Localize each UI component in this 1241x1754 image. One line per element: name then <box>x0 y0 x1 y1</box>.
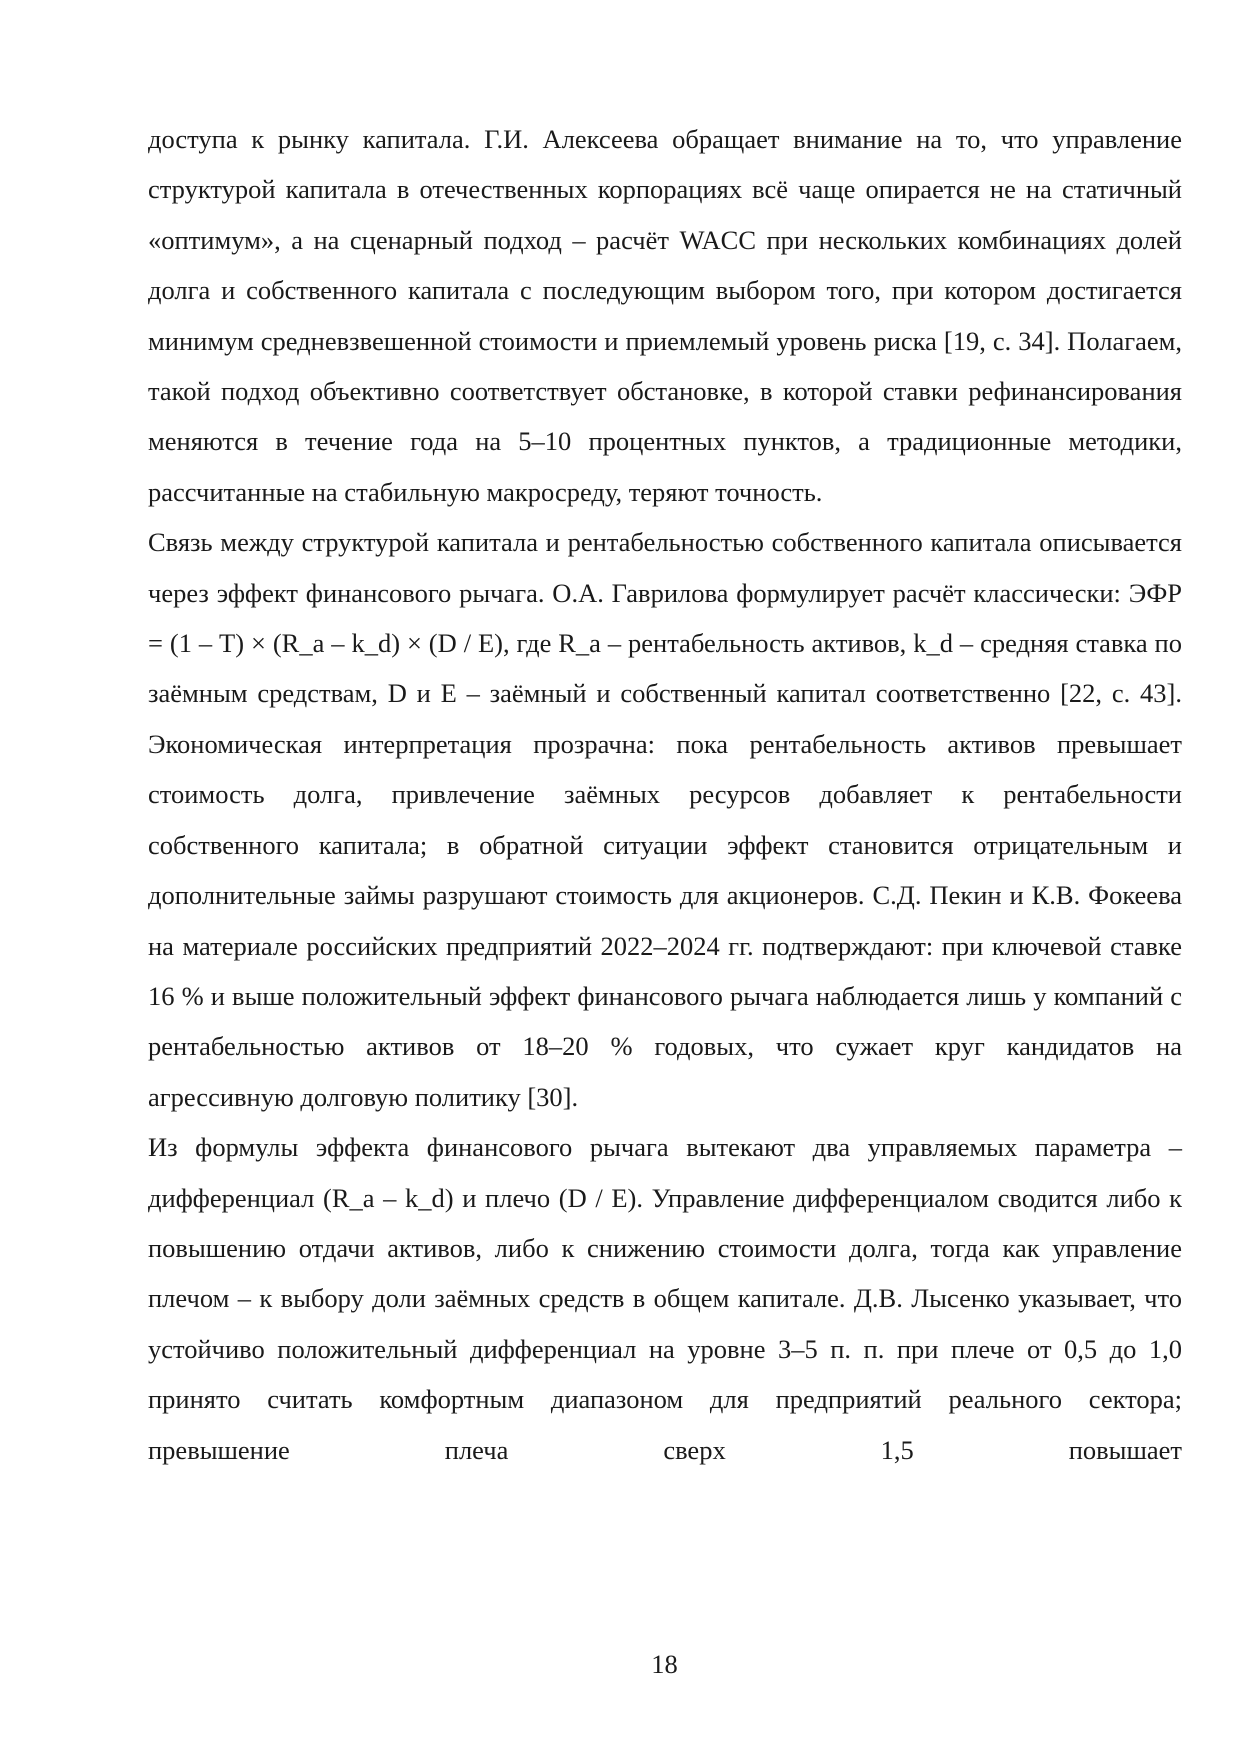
paragraph-2: Связь между структурой капитала и рентабельностью собственного капитала описывается через эффект финансового рычага. О.А. Гаврилова формулирует расчёт классически: ЭФР = (1 – T) × (R_a – k_d) × (D / E), где R_a – рентабельность активов, k_d – средняя ставка по заёмным средствам, D и E – заёмный и собственный капитал соответственно [22, с. 43]. Экономическая интерпретация прозрачна: пока рентабельность активов превышает стоимость долга, привлечение заёмных ресурсов добавляет к рентабельности собственного капитала; в обратной ситуации эффект становится отрицательным и дополнительные займы разрушают стоимость для акционеров. С.Д. Пекин и К.В. Фокеева на материале российских предприятий 2022–2024 гг. подтверждают: при ключевой ставке 16 % и выше положительный эффект финансового рычага наблюдается лишь у компаний с рентабельностью активов от 18–20 % годовых, что сужает круг кандидатов на агрессивную долговую политику [30]. <box>148 527 1182 1112</box>
paragraph-3: Из формулы эффекта финансового рычага вытекают два управляемых параметра – дифференциал (R_a – k_d) и плечо (D / E). Управление дифференциалом сводится либо к повышению отдачи активов, либо к снижению стоимости долга, тогда как управление плечом – к выбору доли заёмных средств в общем капитале. Д.В. Лысенко указывает, что устойчиво положительный дифференциал на уровне 3–5 п. п. при плече от 0,5 до 1,0 принято считать комфортным диапазоном для предприятий реального сектора; превышение плеча сверх 1,5 повышает <box>148 1132 1182 1465</box>
page-number: 18 <box>651 1649 678 1679</box>
paragraph-1: доступа к рынку капитала. Г.И. Алексеева обращает внимание на то, что управление структурой капитала в отечественных корпорациях всё чаще опирается не на статичный «оптимум», а на сценарный подход – расчёт WACC при нескольких комбинациях долей долга и собственного капитала с последующим выбором того, при котором достигается минимум средневзвешенной стоимости и приемлемый уровень риска [19, с. 34]. Полагаем, такой подход объективно соответствует обстановке, в которой ставки рефинансирования меняются в течение года на 5–10 процентных пунктов, а традиционные методики, рассчитанные на стабильную макросреду, теряют точность. <box>148 124 1182 507</box>
body-text <box>148 114 1182 1475</box>
